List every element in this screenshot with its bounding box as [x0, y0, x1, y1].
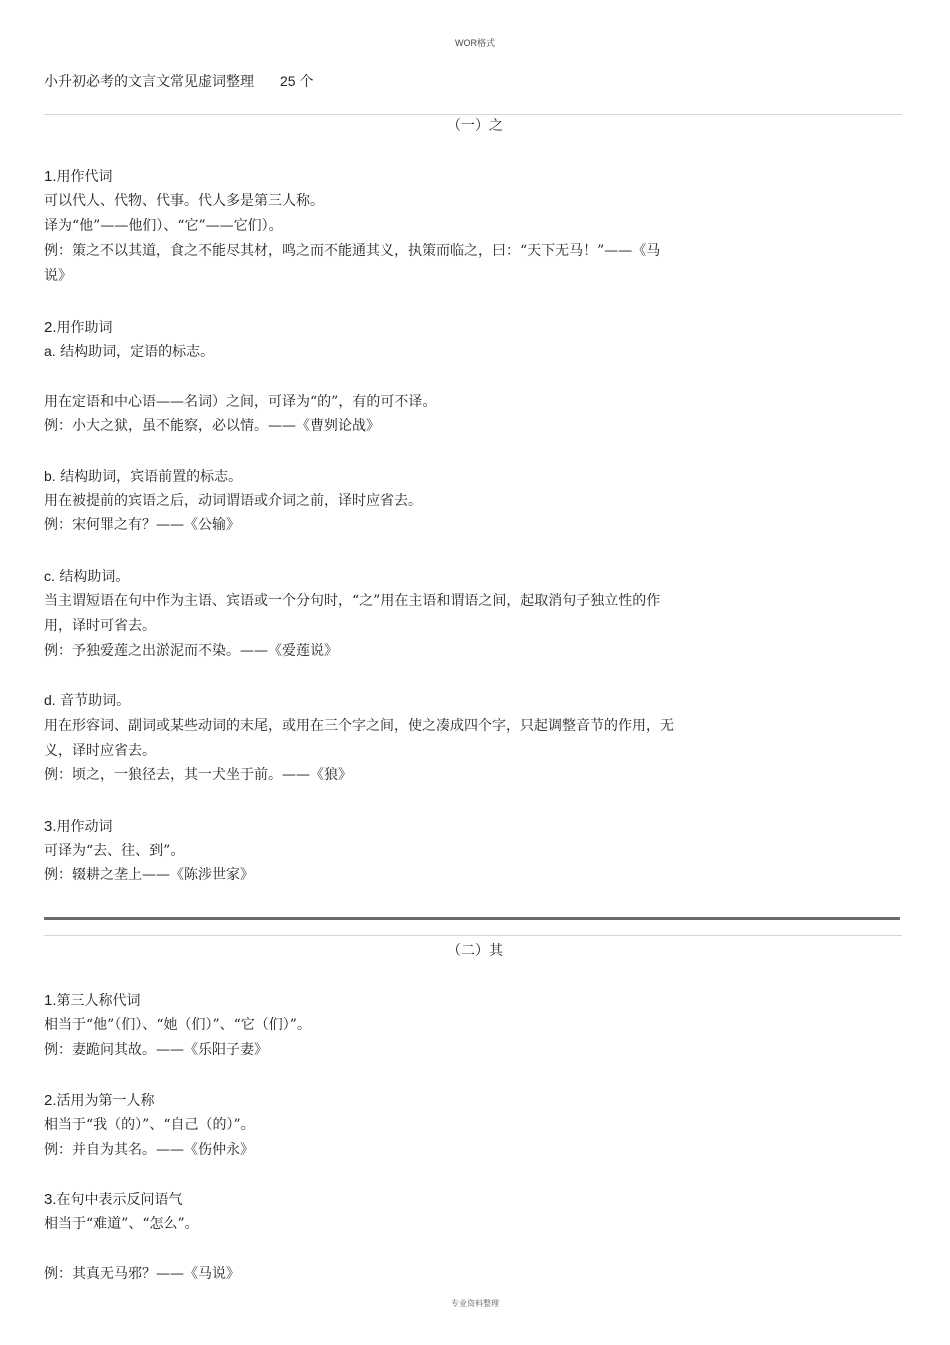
divider	[44, 935, 902, 936]
document-title-count: 25 个	[280, 73, 314, 89]
page-footer: 专业资料整理	[451, 1299, 499, 1308]
section1-heading-1: 1.用作代词	[44, 168, 113, 185]
text-line: 相当于“我（的）”、“自己（的）”。	[44, 1117, 255, 1133]
text-line: 译为“他”——他们）、“它”——它们）。	[44, 218, 283, 234]
text-line: 义，译时应省去。	[44, 743, 156, 759]
section2-heading-3: 3.在句中表示反问语气	[44, 1191, 183, 1208]
example-line: 例：妻跪问其故。——《乐阳子妻》	[44, 1042, 268, 1058]
document-title	[44, 71, 313, 91]
subheading-d: d. 音节助词。	[44, 692, 131, 709]
section2-heading-1: 1.第三人称代词	[44, 992, 141, 1009]
example-line: 例：并自为其名。——《伤仲永》	[44, 1142, 254, 1158]
subheading-a: a. 结构助词，定语的标志。	[44, 343, 215, 360]
example-line: 例：予独爱莲之出淤泥而不染。——《爱莲说》	[44, 643, 338, 659]
section1-heading-3: 3.用作动词	[44, 818, 113, 835]
subheading-c: c. 结构助词。	[44, 568, 130, 585]
text-line: 用在被提前的宾语之后，动词谓语或介词之前，译时应省去。	[44, 493, 422, 509]
text-line: 用在定语和中心语——名词）之间，可译为“的”，有的可不译。	[44, 394, 437, 410]
example-line: 例：顷之，一狼径去，其一犬坐于前。——《狼》	[44, 767, 352, 783]
example-line: 例：策之不以其道，食之不能尽其材，鸣之而不能通其义，执策而临之，曰：“天下无马！”——《马	[44, 243, 661, 259]
text-line: 用在形容词、副词或某些动词的末尾，或用在三个字之间，使之凑成四个字，只起调整音节的作用，无	[44, 718, 674, 734]
section-title-zhi: （一）之	[447, 118, 503, 134]
example-line: 例：小大之狱，虽不能察，必以情。——《曹刿论战》	[44, 418, 380, 434]
text-line: 说》	[44, 268, 72, 284]
text-line: 用，译时可省去。	[44, 618, 156, 634]
example-line: 例：其真无马邪？——《马说》	[44, 1266, 240, 1282]
text-line: 相当于“他”（们）、“她（们）”、“它（们）”。	[44, 1017, 311, 1033]
example-line: 例：宋何罪之有？——《公输》	[44, 517, 240, 533]
text-line: 当主谓短语在句中作为主语、宾语或一个分句时，“之”用在主语和谓语之间，起取消句子独立性的作	[44, 593, 661, 609]
text-line: 可译为“去、往、到”。	[44, 843, 185, 859]
section1-heading-2: 2.用作助词	[44, 319, 113, 336]
section-title-qi: （二）其	[447, 943, 503, 959]
page-header: WOR格式	[455, 38, 495, 48]
thick-divider	[44, 917, 900, 920]
subheading-b: b. 结构助词，宾语前置的标志。	[44, 468, 243, 485]
section2-heading-2: 2.活用为第一人称	[44, 1092, 155, 1109]
document-title-text: 小升初必考的文言文常见虚词整理	[44, 74, 254, 90]
text-line: 相当于“难道”、“怎么”。	[44, 1216, 199, 1232]
example-line: 例：辍耕之垄上——《陈涉世家》	[44, 867, 254, 883]
text-line: 可以代人、代物、代事。代人多是第三人称。	[44, 193, 324, 209]
